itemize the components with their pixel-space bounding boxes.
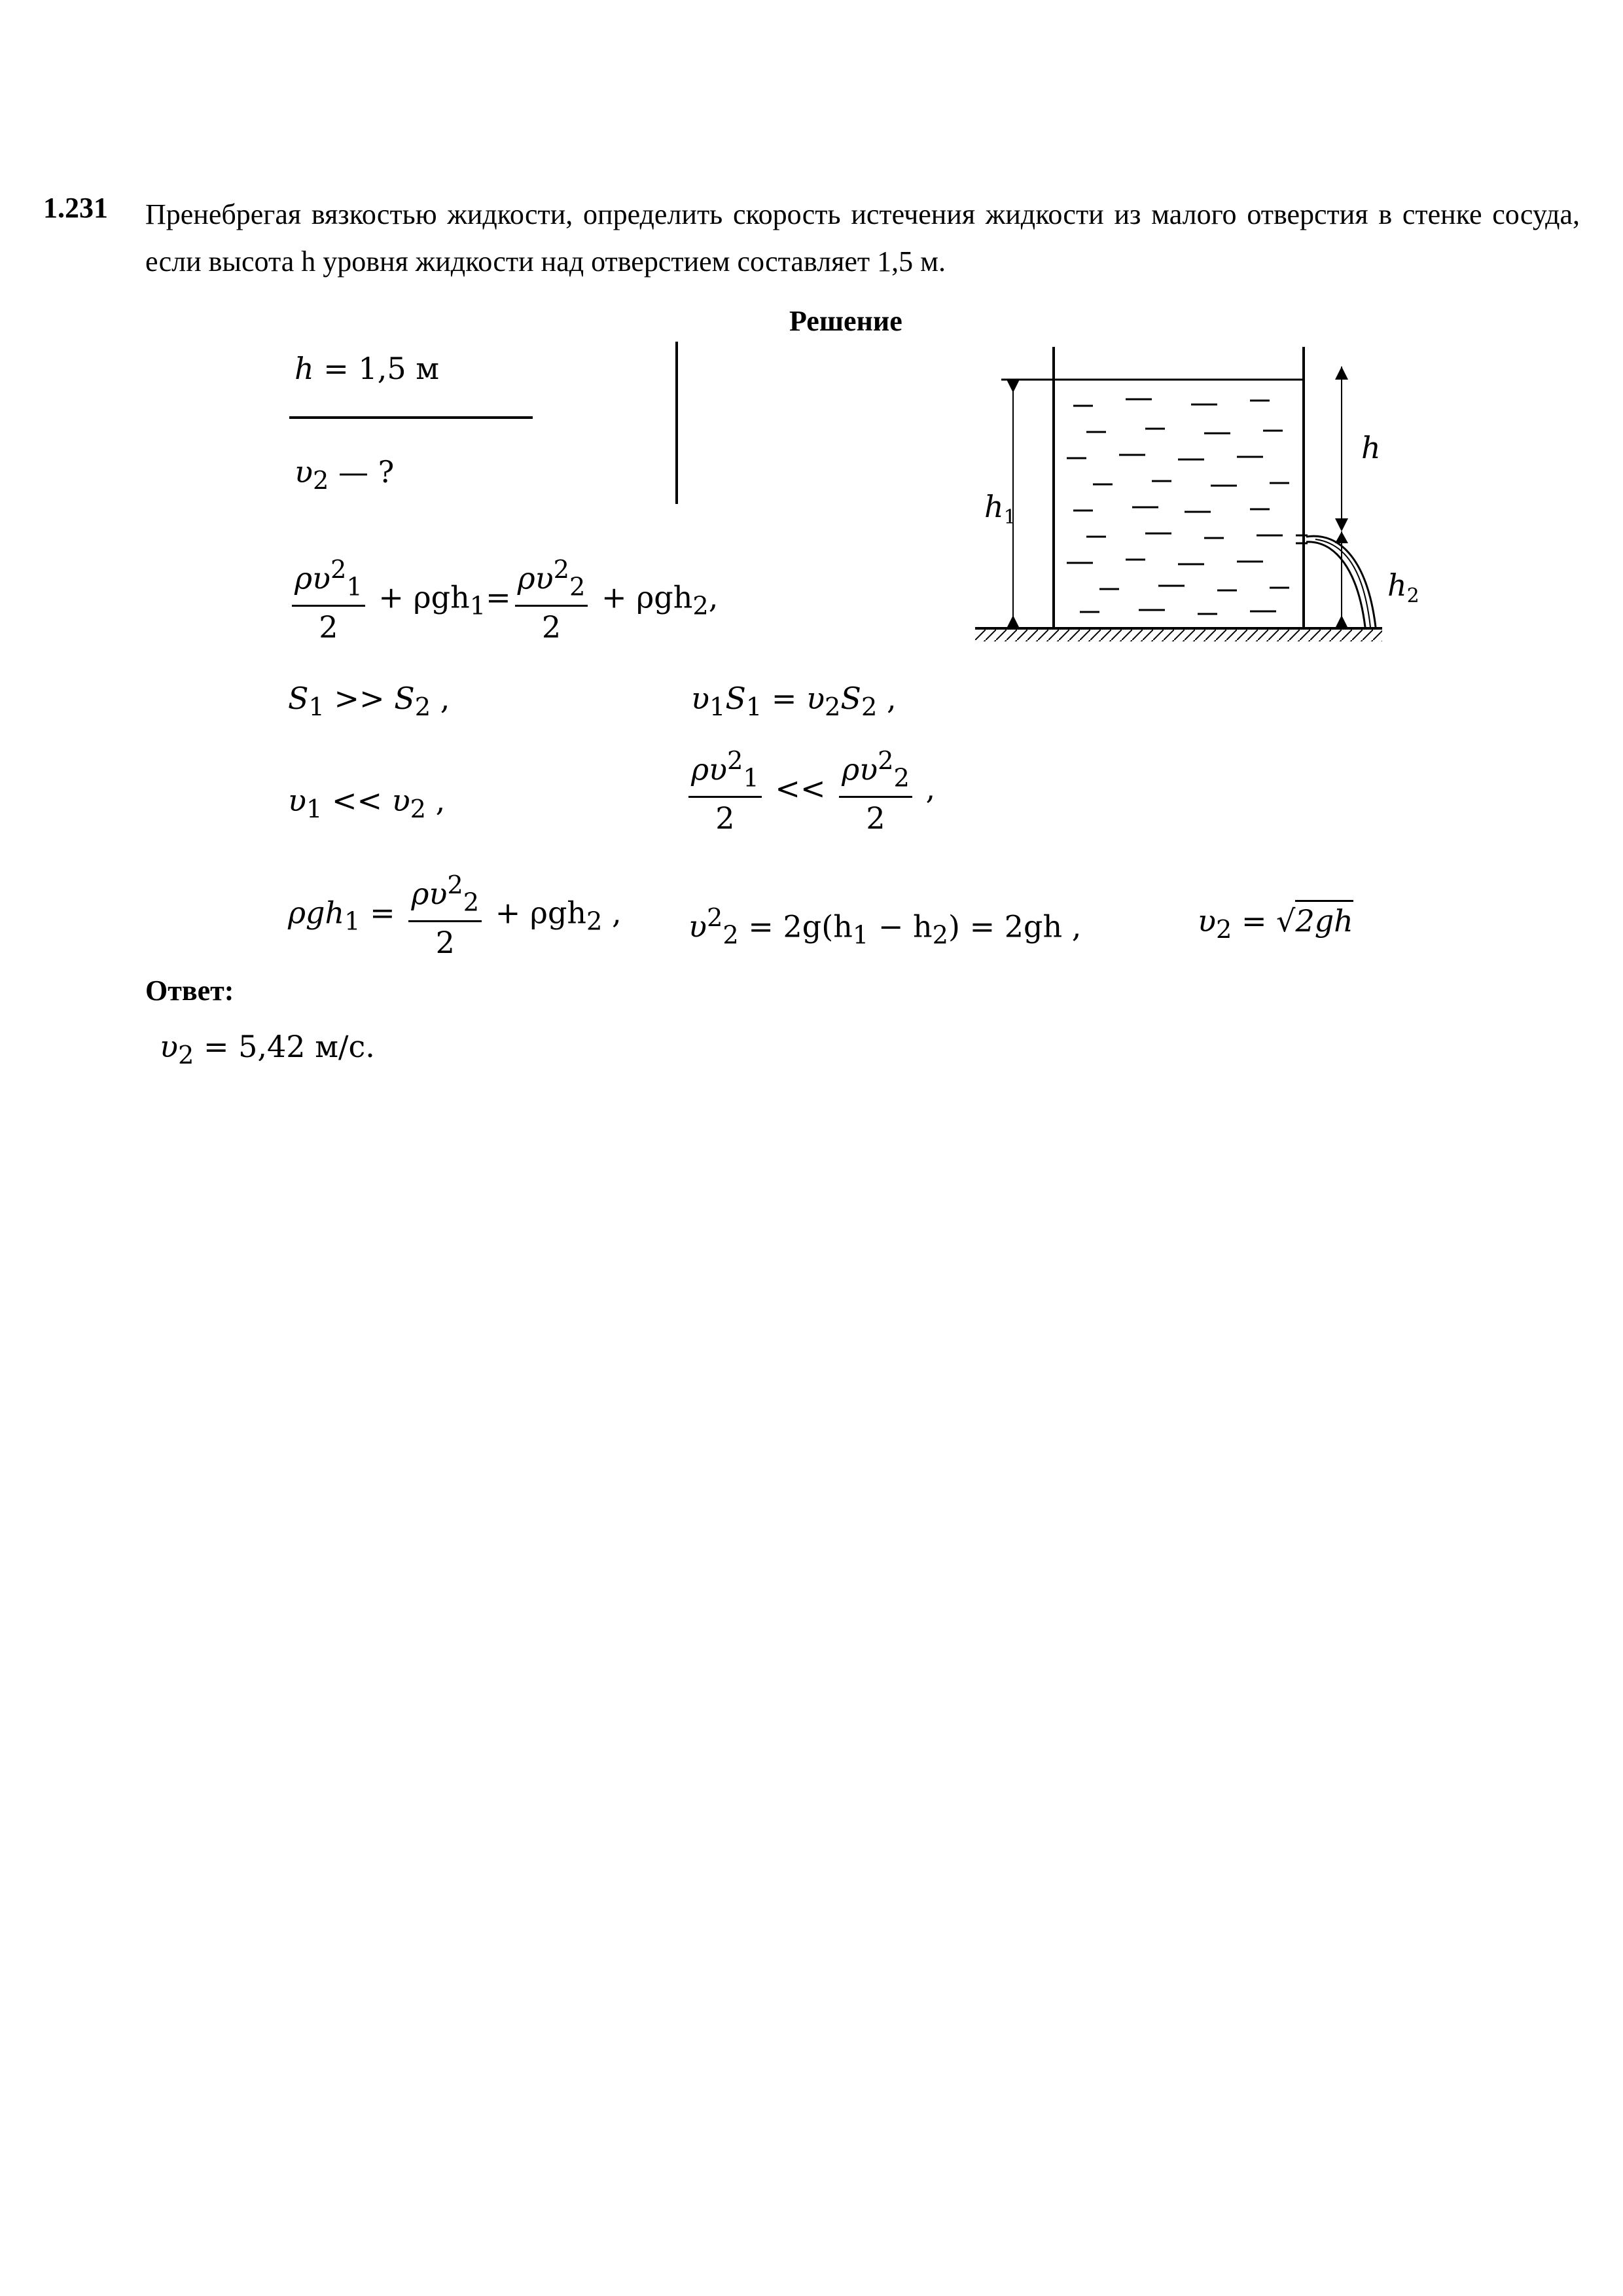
jet-inner xyxy=(1306,542,1365,627)
formula-areas: $S_1 >> S_2$ , xyxy=(288,681,450,723)
formula-root: $\upsilon_2 = √2gh$ xyxy=(1198,903,1353,944)
jet-middle xyxy=(1315,539,1370,627)
formula-reduced: ρgh$_1$ = $\frac{\rho\upsilon^2_2}{2}$ + ρgh$_2$ , xyxy=(288,870,622,960)
given-divider xyxy=(289,416,533,419)
vessel-figure xyxy=(975,347,1419,648)
label-h1: $h_1$ xyxy=(984,489,1016,529)
formula-square: $\upsilon^2_2 = 2g(h_1 - h_2) = 2gh$ , xyxy=(688,903,1082,950)
given-find: $\upsilon_2$ — ? xyxy=(294,454,395,496)
sqrt-sign: √ xyxy=(1276,903,1296,939)
h2-arrow-bottom xyxy=(1335,615,1348,628)
given-separator xyxy=(675,342,678,504)
given-h: h = 1,5 м xyxy=(294,351,439,386)
solution-heading: Решение xyxy=(789,305,902,337)
formula-bernoulli: $\frac{\rho\upsilon^2_1}{2}$ + ρgh$_1$= $\frac{\rho\upsilon^2_2}{2}$ + ρgh$_2$, xyxy=(288,555,718,645)
formula-kinetic: $\frac{\rho\upsilon^2_1}{2}$ << $\frac{\rho\upsilon^2_2}{2}$ , xyxy=(685,746,935,836)
label-h: h xyxy=(1361,430,1381,465)
ground-hatching xyxy=(975,630,1382,641)
problem-number: 1.231 xyxy=(43,192,108,224)
problem-text: Пренебрегая вязкостью жидкости, определить скорость истечения жидкости из малого отверстия в стенке сосуда, если высота h уровня жидкости над отверстием составляет 1,5 м. xyxy=(145,198,1580,278)
formula-continuity: $\upsilon_1S_1 = \upsilon_2S_2$ , xyxy=(691,681,897,723)
h2-arrow-top xyxy=(1335,531,1348,543)
h-arrow-top xyxy=(1335,367,1348,380)
label-h2: $h_2$ xyxy=(1387,567,1419,607)
answer-heading: Ответ: xyxy=(145,975,234,1007)
h-arrow-bottom xyxy=(1335,518,1348,531)
h1-arrow-bottom xyxy=(1007,615,1020,628)
formula-speeds: $\upsilon_1 << \upsilon_2$ , xyxy=(288,783,446,825)
h1-arrow-top xyxy=(1007,380,1020,393)
liquid-dashes xyxy=(1067,399,1289,614)
answer-value: $\upsilon_2 = 5,42$ м/с. xyxy=(160,1029,375,1071)
